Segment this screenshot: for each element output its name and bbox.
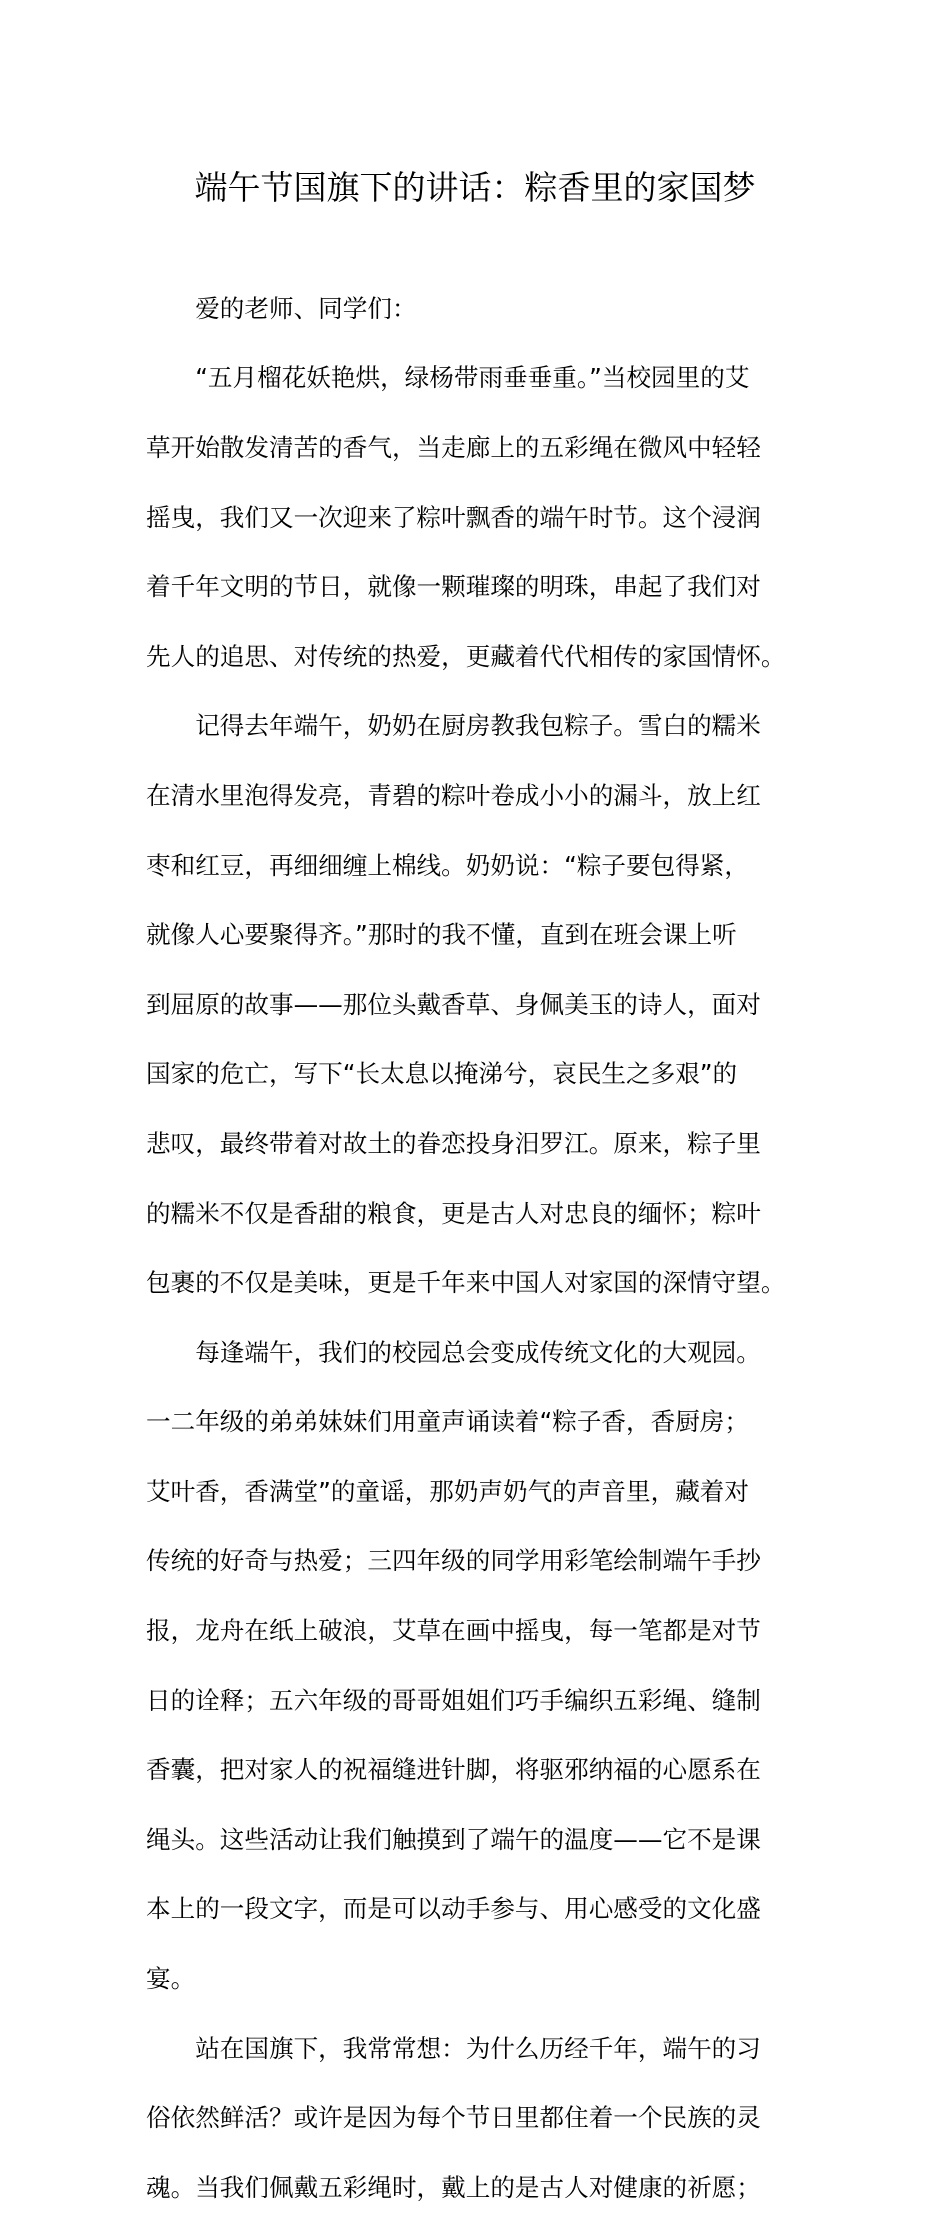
text-line: 俗依然鲜活？或许是因为每个节日里都住着一个民族的灵 bbox=[146, 2103, 761, 2133]
text-line: 爱的老师、同学们： bbox=[146, 293, 417, 323]
text-line: 在清水里泡得发亮，青碧的粽叶卷成小小的漏斗，放上红 bbox=[146, 780, 761, 810]
text-line: 记得去年端午，奶奶在厨房教我包粽子。雪白的糯米 bbox=[146, 711, 761, 741]
text-line: 艾叶香，香满堂”的童谣，那奶声奶气的声音里，藏着对 bbox=[146, 1476, 749, 1506]
text-line: “五月榴花妖艳烘，绿杨带雨垂垂重。”当校园里的艾 bbox=[146, 363, 750, 393]
document-title: 端午节国旗下的讲话：粽香里的家国梦 bbox=[194, 168, 756, 207]
text-line: 魂。当我们佩戴五彩绳时，戴上的是古人对健康的祈愿； bbox=[146, 2172, 761, 2202]
text-line: 宴。 bbox=[146, 1964, 196, 1994]
text-line: 就像人心要聚得齐。”那时的我不懂，直到在班会课上听 bbox=[146, 920, 737, 950]
text-line: 枣和红豆，再细细缠上棉线。奶奶说：“粽子要包得紧， bbox=[146, 850, 749, 880]
text-line: 包裹的不仅是美味，更是千年来中国人对家国的深情守望。 bbox=[146, 1268, 786, 1298]
text-line: 到屈原的故事——那位头戴香草、身佩美玉的诗人，面对 bbox=[146, 989, 761, 1019]
text-line: 先人的追思、对传统的热爱，更藏着代代相传的家国情怀。 bbox=[146, 641, 786, 671]
text-line: 传统的好奇与热爱；三四年级的同学用彩笔绘制端午手抄 bbox=[146, 1546, 761, 1576]
text-line: 日的诠释；五六年级的哥哥姐姐们巧手编织五彩绳、缝制 bbox=[146, 1685, 761, 1715]
text-line: 本上的一段文字，而是可以动手参与、用心感受的文化盛 bbox=[146, 1894, 761, 1924]
text-line: 摇曳，我们又一次迎来了粽叶飘香的端午时节。这个浸润 bbox=[146, 502, 761, 532]
text-line: 每逢端午，我们的校园总会变成传统文化的大观园。 bbox=[146, 1337, 761, 1367]
text-line: 绳头。这些活动让我们触摸到了端午的温度——它不是课 bbox=[146, 1824, 761, 1854]
text-line: 着千年文明的节日，就像一颗璀璨的明珠，串起了我们对 bbox=[146, 572, 761, 602]
document-body bbox=[146, 257, 806, 2240]
text-line: 报，龙舟在纸上破浪，艾草在画中摇曳，每一笔都是对节 bbox=[146, 1616, 761, 1646]
text-line: 一二年级的弟弟妹妹们用童声诵读着“粽子香，香厨房； bbox=[146, 1407, 749, 1437]
text-line: 站在国旗下，我常常想：为什么历经千年，端午的习 bbox=[146, 2033, 761, 2063]
text-line: 悲叹，最终带着对故土的眷恋投身汨罗江。原来，粽子里 bbox=[146, 1128, 761, 1158]
text-line: 的糯米不仅是香甜的粮食，更是古人对忠良的缅怀；粽叶 bbox=[146, 1198, 761, 1228]
text-line: 国家的危亡，写下“长太息以掩涕兮，哀民生之多艰”的 bbox=[146, 1059, 738, 1089]
text-line: 草开始散发清苦的香气，当走廊上的五彩绳在微风中轻轻 bbox=[146, 432, 761, 462]
text-line: 香囊，把对家人的祝福缝进针脚，将驱邪纳福的心愿系在 bbox=[146, 1755, 761, 1785]
